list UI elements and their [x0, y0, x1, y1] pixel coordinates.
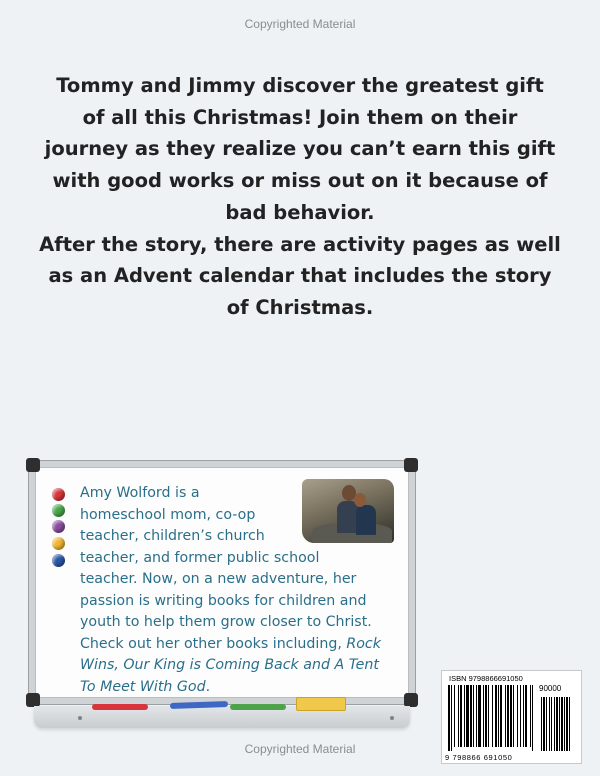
purple-magnet-icon	[52, 520, 65, 533]
copyright-watermark-bottom: Copyrighted Material	[244, 742, 356, 756]
description-line: with good works or miss out on it because of	[52, 169, 548, 193]
bio-line-text: Check out her other books including,	[80, 635, 342, 652]
barcode-digits: 9 798866 691050	[445, 753, 513, 762]
barcode-bar	[510, 685, 512, 747]
eraser	[296, 697, 346, 711]
barcode-bar	[473, 685, 474, 747]
barcode-bar	[464, 685, 465, 747]
bio-line: teacher, children’s church	[80, 528, 265, 544]
description-line: as an Advent calendar that includes the story	[48, 264, 552, 288]
barcode-bar	[530, 685, 531, 747]
book-description	[30, 70, 570, 324]
green-marker	[230, 704, 286, 710]
isbn-label: ISBN 9798866691050	[449, 674, 523, 683]
barcode-bar	[488, 685, 489, 747]
bio-line: Amy Wolford is a	[80, 485, 200, 501]
barcode-bar	[520, 685, 521, 747]
copyright-watermark-top: Copyrighted Material	[244, 17, 356, 31]
barcode-bar	[476, 685, 477, 747]
barcode-bar	[485, 685, 487, 747]
description-line: of Christmas.	[226, 295, 374, 319]
whiteboard-marker-tray	[34, 706, 410, 728]
whiteboard-corner	[404, 458, 418, 472]
barcode-bar	[454, 685, 455, 747]
whiteboard-corner	[404, 693, 418, 707]
bio-line: teacher. Now, on a new adventure, her	[80, 571, 357, 587]
barcode-bar	[458, 685, 459, 747]
bio-line: passion is writing books for children and	[80, 592, 367, 609]
barcode-bar	[505, 685, 506, 747]
barcode-bar	[500, 685, 502, 747]
tray-screw	[78, 716, 82, 720]
barcode-bar	[460, 685, 462, 747]
barcode-bar	[495, 685, 497, 747]
description-line: After the story, there are activity pages as well	[39, 232, 561, 256]
red-magnet-icon	[52, 488, 65, 501]
barcode-bar	[513, 685, 514, 747]
barcode-bar	[492, 685, 493, 747]
green-magnet-icon	[52, 504, 65, 517]
book-title: To Meet With God	[80, 678, 206, 695]
bio-line	[80, 634, 400, 656]
blue-marker	[170, 701, 228, 709]
barcode-bar	[525, 685, 527, 747]
book-title: Rock	[346, 635, 381, 652]
barcode-bar	[470, 685, 472, 747]
tray-screw	[390, 716, 394, 720]
whiteboard-corner	[26, 458, 40, 472]
bio-line	[80, 655, 400, 677]
description-line: journey as they realize you can’t earn this gift	[44, 137, 556, 161]
blue-magnet-icon	[52, 554, 65, 567]
description-line: Tommy and Jimmy discover the greatest gift	[56, 74, 544, 97]
barcode-bar	[523, 685, 524, 747]
bio-line: homeschool mom, co-op	[80, 506, 256, 523]
barcode-bar	[507, 685, 509, 747]
whiteboard-corner	[26, 693, 40, 707]
book-titles: Wins, Our King is Coming Back and A Tent	[80, 657, 379, 673]
price-code: 90000	[539, 684, 562, 693]
barcode-bar	[517, 685, 518, 747]
red-marker	[92, 704, 148, 710]
bio-line: teacher, and former public school	[80, 549, 320, 566]
bio-period: .	[205, 678, 211, 695]
barcode-bar	[478, 685, 481, 747]
barcode-bar	[466, 685, 469, 747]
barcode-bar	[498, 685, 499, 747]
yellow-magnet-icon	[52, 537, 65, 550]
author-bio	[80, 483, 400, 698]
description-line: of all this Christmas! Join them on their	[82, 105, 518, 129]
bio-line	[80, 677, 400, 699]
bio-line: youth to help them grow closer to Christ.	[80, 614, 372, 630]
barcode-bar	[483, 685, 484, 747]
description-line: bad behavior.	[225, 200, 375, 224]
